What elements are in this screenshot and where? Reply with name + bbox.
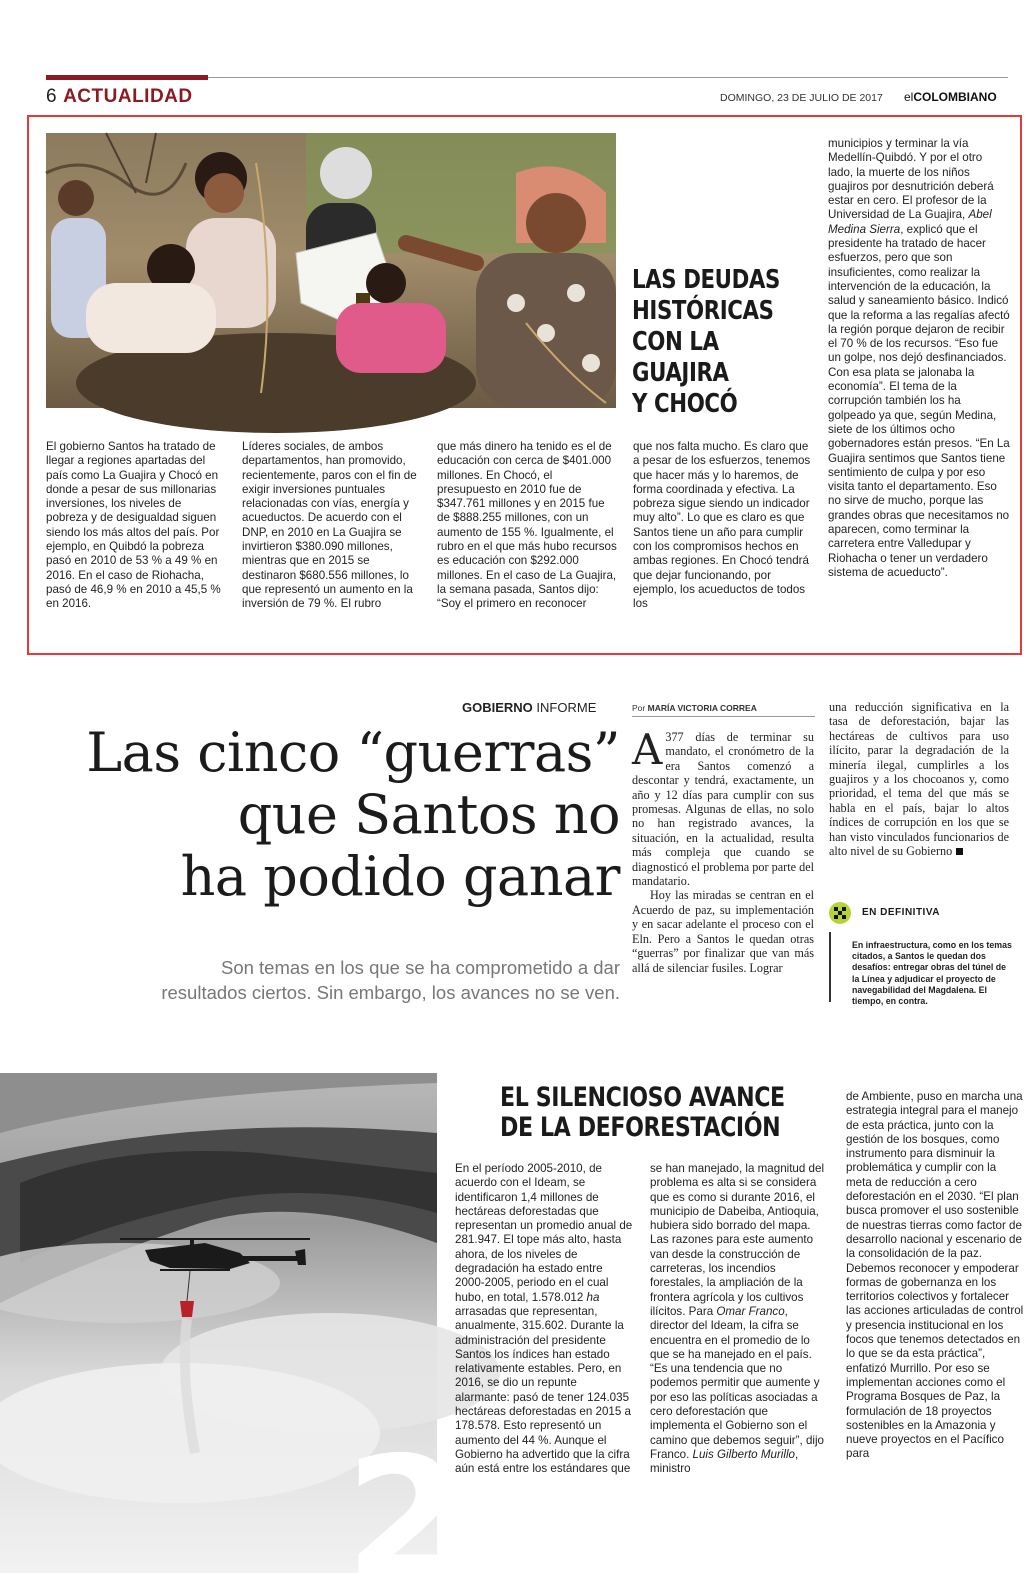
- article1-column-3: que más dinero ha tenido es el de educación con cerca de $401.000 millones. En Chocó, el presupuesto en 2010 fue de $347.761 millones y en 2015 fue de $888.255 millones, con un aumento de 155 %. Igualmente, el rubro en el que más hubo recursos es educación con $292.000 millones. En el caso de La Guajira, la semana pasada, Santos dijo: “Soy el primero en reconocer: [437, 440, 617, 611]
- en-definitiva-icon: [829, 902, 851, 924]
- main-article-column-1: A 377 días de terminar su mandato, el cronómetro de la era Santos comenzó a descontar y tendrá, exactamente, un año y 12 días para cumplir con sus promesas. Algunas de ellas, no solo no han registrado avances, la situación, en la actualidad, resulta más compleja que cuando se diagnosticó el problema por parte del mandatario. Hoy las miradas se centran en el Acuerdo de paz, su implementación y en sacar adelante el proceso con el Eln. Pero a Santos le quedan otras “guerras” por finalizar que van más allá de silenciar fusiles. Lograr: [632, 725, 814, 975]
- headline-deudas-historicas: LAS DEUDAS HISTÓRICAS CON LA GUAJIRA Y CHOCÓ: [632, 265, 780, 419]
- end-mark: [956, 848, 963, 855]
- article1-column-4: que nos falta mucho. Es claro que a pesar de los esfuerzos, tenemos que hacer más y lo haremos, de forma coordinada y efectiva. La pobreza sigue siendo un indicador muy alto”. Lo que es claro es que Santos tiene un año para cumplir con los compromisos hechos en ambas regiones. En Chocó tendrá que dejar funcionando, por ejemplo, los acueductos de todos los: [633, 440, 811, 611]
- section-color-bar: [46, 75, 208, 80]
- issue-date: DOMINGO, 23 DE JULIO DE 2017: [720, 92, 883, 104]
- section-name: ACTUALIDAD: [63, 86, 193, 107]
- byline-rule: [632, 716, 815, 717]
- article-number: 2: [345, 1421, 464, 1578]
- drop-cap: A: [632, 725, 663, 774]
- main-subheadline: Son temas en los que se ha comprometido a dar resultados ciertos. Sin embargo, los avances no se ven.: [161, 957, 620, 1003]
- article1-column-1: El gobierno Santos ha tratado de llegar a regiones apartadas del país como La Guajira y Chocó en donde a pesar de sus millonarias inversiones, los niveles de pobreza y de desigualdad siguen siendo los más altos del país. Por ejemplo, en Quibdó la pobreza pasó en 2010 de 53 % a 49 % en 2016. En el caso de Riohacha, pasó de 46,9 % en 2010 a 45,5 % en 2016.: [46, 440, 221, 611]
- sidebar-text: En infraestructura, como en los temas citados, a Santos le quedan dos desafíos: entregar obras del túnel de la Línea y adjudicar el proyecto de navegabilidad del Magdalena. El tiempo, en contra.: [852, 940, 1012, 1007]
- section-header: [46, 86, 193, 108]
- article2-column-3: de Ambiente, puso en marcha una estrategia integral para el manejo de esta práctica, junto con la gestión de los bosques, como instrumento para disminuir la problemática y cumplir con la meta de reducción a cero deforestación en el 2030. “El plan busca promover el uso sostenible de nuestras tierras como factor de desarrollo nacional y escenario de la consolidación de la paz. Debemos reconocer y empoderar formas de gobernanza en los territorios colectivos y fortalecer las acciones articuladas de control y presencia institucional en los focos que tenemos detectados en lo que se da esta práctica”, enfatizó Murrillo. Por eso se implementan acciones como el Programa Bosques de Paz, la formulación de 18 proyectos sostenibles en la Amazonia y nueve proyectos en el Pacífico para: [846, 1090, 1024, 1461]
- page-number: 6: [46, 86, 58, 107]
- byline: Por MARÍA VICTORIA CORREA: [632, 703, 757, 713]
- main-article-column-2: una reducción significativa en la tasa de deforestación, bajar las hectáreas de cultivos para uso ilícito, parar la degradación de la minería ilegal, cumplirles a los guajiros y a los chocoanos y, como prioridad, el tema del que más se habla en el país, bajar lo altos índices de corrupción en los que se han visto vinculados funcionarios de alto nivel de su Gobierno: [829, 700, 1009, 859]
- photo-helicopter-fire: [0, 1073, 464, 1578]
- article2-column-1: En el período 2005-2010, de acuerdo con el Ideam, se identificaron 1,4 millones de hectáreas deforestadas que representan un promedio anual de 281.947. El tope más alto, hasta ahora, de los niveles de degradación ha estado entre 2000-2005, periodo en el cual hubo, en total, 1.578.012 ha arrasadas que representan, anualmente, 315.602. Durante la administración del presidente Santos los índices han estado relativamente estables. Pero, en 2016, se dio un repunte alarmante: pasó de tener 124.035 hectáreas deforestadas en 2015 a 178.578. Esto representó un aumento del 44 %. Aunque el Gobierno ha advertido que la cifra aún está entre los estándares que: [455, 1162, 633, 1476]
- main-headline: Las cinco “guerras” que Santos no ha podido ganar: [86, 721, 620, 908]
- photo-women-at-well: [46, 133, 616, 408]
- article-kicker: GOBIERNO INFORME: [462, 700, 597, 715]
- sidebar-title: EN DEFINITIVA: [862, 907, 940, 918]
- sidebar-rule: [829, 932, 831, 1002]
- article2-column-2: se han manejado, la magnitud del problema es alta si se considera que es como si durante 2016, el municipio de Dabeiba, Antioquia, hubiera sido borrado del mapa. Las razones para este aumento van desde la construcción de carreteras, los incendios forestales, la ampliación de la frontera agrícola y los cultivos ilícitos. Para Omar Franco, director del Ideam, la cifra se encuentra en el promedio de lo que se ha manejado en el país. “Es una tendencia que no podemos permitir que aumente y por eso las políticas asociadas a cero deforestación que implementa el Gobierno son el camino que debemos seguir”, dijo Franco. Luis Gilberto Murillo, ministro: [650, 1162, 825, 1476]
- article1-column-2: Líderes sociales, de ambos departamentos, han promovido, recientemente, paros con el fin de exigir inversiones puntuales relacionadas con vías, energía y acueductos. De acuerdo con el DNP, en 2010 en La Guajira se invirtieron $380.090 millones, mientras que en 2015 se destinaron $680.556 millones, lo que representó un aumento en la inversión de 79 %. El rubro: [242, 440, 417, 611]
- newspaper-logo: elCOLOMBIANO: [904, 90, 997, 104]
- article1-column-5: municipios y terminar la vía Medellín-Quibdó. Y por el otro lado, la muerte de los niños guajiros por desnutrición deberá estar en cero. El profesor de la Universidad de La Guajira, Abel Medina Sierra, explicó que el presidente ha tratado de hacer esfuerzos, pero que son insuficientes, como realizar la intervención de la educación, la salud y saneamiento básico. Indicó que la reforma a las regalías afectó la región porque dejaron de recibir el 70 % de los recursos. “Eso fue un golpe, nos dejó desfinanciados. Con esa plata se jalonaba la economía”. El tema de la corrupción también los ha golpeado ya que, según Medina, siete de los últimos ocho gobernadores están presos. “En La Guajira sentimos que Santos tiene sentimiento de culpa y por eso visita tanto el departamento. Eso no sirve de mucho, porque las grandes obras que necesitamos no aparecen, como terminar la carretera entre Valledupar y Riohacha o tener un verdadero sistema de acueducto”.: [828, 137, 1010, 579]
- headline-deforestacion: EL SILENCIOSO AVANCE DE LA DEFORESTACIÓN: [500, 1082, 785, 1143]
- header-rule: [208, 77, 1008, 78]
